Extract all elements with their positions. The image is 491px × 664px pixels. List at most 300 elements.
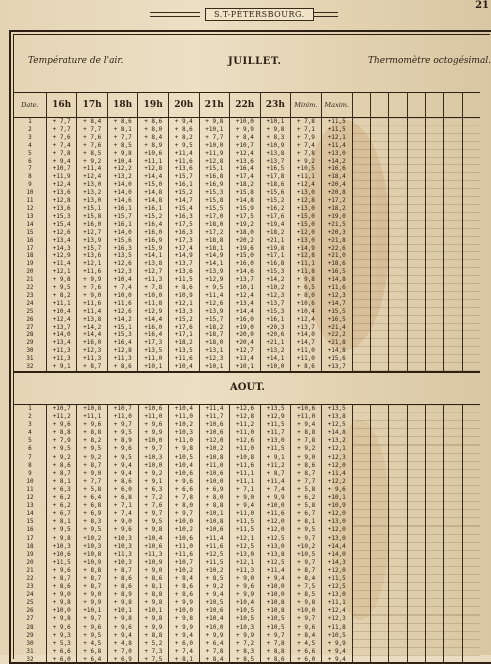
blank-grid-cell — [370, 502, 388, 510]
reading-cell: +12,7 — [77, 229, 108, 237]
reading-cell: +16,9 — [199, 181, 230, 189]
reading-cell: +15,1 — [199, 165, 230, 173]
reading-cell: +15,4 — [168, 205, 199, 213]
blank-grid-cell — [389, 158, 407, 166]
blank-grid-cell — [425, 421, 443, 429]
reading-cell: + 9,4 — [46, 158, 77, 166]
blank-grid-cell — [370, 535, 388, 543]
blank-grid-cell — [462, 518, 480, 526]
blank-grid-cell — [389, 551, 407, 559]
reading-cell: + 6,0 — [169, 640, 200, 648]
blank-grid-cell — [407, 118, 425, 126]
reading-cell: +11,4 — [168, 150, 199, 158]
blank-grid-cell — [352, 339, 370, 347]
blank-grid-cell — [462, 205, 480, 213]
blank-grid-cell — [407, 213, 425, 221]
table-row — [14, 413, 480, 421]
reading-cell: +17,4 — [230, 173, 261, 181]
reading-cell: +16,0 — [230, 316, 261, 324]
reading-cell: +14,8 — [321, 347, 352, 355]
blank-grid-cell — [352, 284, 370, 292]
blank-grid-cell — [444, 347, 462, 355]
day-cell: 5 — [14, 150, 46, 158]
day-cell: 1 — [14, 118, 46, 126]
reading-cell: + 8,1 — [138, 583, 169, 591]
table-row — [14, 213, 480, 221]
reading-cell: +10,4 — [169, 405, 200, 414]
reading-cell: +11,3 — [138, 276, 169, 284]
reading-cell: + 6,6 — [169, 486, 200, 494]
blank-grid-cell — [426, 245, 444, 253]
reading-cell: +18,6 — [260, 181, 291, 189]
blank-grid-cell — [407, 494, 425, 502]
reading-cell: + 8,4 — [230, 134, 261, 142]
blank-grid-cell — [425, 583, 443, 591]
reading-cell: + 8,0 — [169, 502, 200, 510]
reading-cell: + 8,4 — [77, 118, 108, 126]
reading-cell: + 9,0 — [46, 591, 77, 599]
reading-cell: +11,6 — [77, 300, 108, 308]
reading-cell: +16,3 — [107, 245, 138, 253]
reading-cell: +10,5 — [291, 551, 322, 559]
reading-cell: + 9,6 — [138, 421, 169, 429]
blank-grid-cell — [389, 229, 407, 237]
day-cell: 24 — [14, 591, 46, 599]
reading-cell: +12,0 — [260, 526, 291, 534]
reading-cell: +16,0 — [230, 260, 261, 268]
blank-grid-cell — [370, 632, 388, 640]
blank-grid-cell — [444, 607, 462, 615]
blank-grid-cell — [352, 276, 370, 284]
blank-grid-cell — [389, 583, 407, 591]
reading-cell: + 9,4 — [260, 575, 291, 583]
reading-cell: + 9,6 — [46, 567, 77, 575]
reading-cell: + 9,8 — [107, 150, 138, 158]
blank-grid-cell — [425, 624, 443, 632]
reading-cell: +14,0 — [107, 189, 138, 197]
reading-cell: +14,7 — [291, 339, 322, 347]
july-table — [14, 92, 480, 372]
blank-grid-cell — [389, 421, 407, 429]
blank-grid-cell — [389, 599, 407, 607]
reading-cell: + 9,7 — [169, 510, 200, 518]
reading-cell: +10,0 — [107, 292, 138, 300]
reading-cell: +12,8 — [230, 413, 261, 421]
blank-grid-cell — [425, 437, 443, 445]
blank-grid-cell — [425, 486, 443, 494]
blank-grid-cell — [462, 173, 480, 181]
blank-grid-cell — [444, 462, 462, 470]
reading-cell: +15,1 — [107, 324, 138, 332]
blank-grid-cell — [444, 591, 462, 599]
day-cell: 13 — [14, 213, 46, 221]
blank-grid-cell — [389, 413, 407, 421]
reading-cell: +13,0 — [321, 150, 352, 158]
blank-grid-cell — [389, 292, 407, 300]
reading-cell: +14,3 — [321, 559, 352, 567]
blank-grid-cell — [389, 126, 407, 134]
blank-grid-cell — [389, 615, 407, 623]
table-row — [14, 142, 480, 150]
reading-cell: +15,8 — [77, 213, 108, 221]
reading-cell: +10,0 — [46, 607, 77, 615]
day-cell: 32 — [14, 363, 46, 371]
reading-cell: +10,6 — [199, 470, 230, 478]
reading-cell: +15,6 — [321, 355, 352, 363]
table-row — [14, 551, 480, 559]
blank-grid-cell — [352, 543, 370, 551]
table-row — [14, 150, 480, 158]
reading-cell: + 8,1 — [169, 656, 200, 664]
reading-cell: +14,8 — [138, 197, 169, 205]
blank-grid-cell — [407, 363, 425, 371]
blank-grid-cell — [444, 189, 462, 197]
reading-cell: +10,9 — [138, 559, 169, 567]
blank-grid-cell — [444, 126, 462, 134]
blank-grid-cell — [389, 437, 407, 445]
blank-grid-cell — [371, 229, 389, 237]
table-row — [14, 615, 480, 623]
blank-grid-cell — [407, 347, 425, 355]
reading-cell: +11,1 — [138, 158, 169, 166]
reading-cell: +14,1 — [199, 260, 230, 268]
reading-cell: +12,3 — [321, 292, 352, 300]
blank-grid-cell — [426, 158, 444, 166]
blank-grid-cell — [444, 583, 462, 591]
blank-grid-cell — [444, 229, 462, 237]
table-row — [14, 355, 480, 363]
blank-grid-cell — [389, 339, 407, 347]
blank-grid-cell — [407, 445, 425, 453]
reading-cell: +10,0 — [138, 292, 169, 300]
reading-cell: + 9,4 — [108, 632, 139, 640]
reading-cell: + 6,9 — [77, 510, 108, 518]
reading-cell: +17,8 — [260, 173, 291, 181]
reading-cell: +11,4 — [321, 470, 352, 478]
blank-grid-cell — [444, 478, 462, 486]
reading-cell: +10,1 — [321, 494, 352, 502]
reading-cell: +14,3 — [46, 245, 77, 253]
reading-cell: +13,3 — [168, 308, 199, 316]
reading-cell: +12,5 — [260, 535, 291, 543]
table-row — [14, 624, 480, 632]
reading-cell: + 9,7 — [291, 559, 322, 567]
blank-grid-cell — [444, 316, 462, 324]
blank-grid-cell — [352, 355, 370, 363]
reading-cell: +10,5 — [199, 599, 230, 607]
reading-cell: + 7,0 — [108, 648, 139, 656]
reading-cell: +11,1 — [77, 413, 108, 421]
blank-grid-cell — [462, 454, 480, 462]
reading-cell: +10,1 — [138, 363, 169, 371]
reading-cell: +12,4 — [46, 316, 77, 324]
reading-cell: + 7,3 — [138, 648, 169, 656]
reading-cell: + 9,1 — [260, 454, 291, 462]
reading-cell: +13,0 — [321, 535, 352, 543]
reading-cell: +12,1 — [321, 445, 352, 453]
blank-grid-cell — [389, 284, 407, 292]
reading-cell: +16,1 — [260, 316, 291, 324]
reading-cell: +12,6 — [230, 405, 261, 414]
reading-cell: + 9,4 — [169, 632, 200, 640]
reading-cell: +10,0 — [138, 462, 169, 470]
blank-grid-cell — [444, 543, 462, 551]
reading-cell: + 8,2 — [46, 292, 77, 300]
blank-grid-cell — [462, 551, 480, 559]
blank-grid-cell — [444, 284, 462, 292]
blank-grid-cell — [371, 221, 389, 229]
reading-cell: + 8,9 — [108, 591, 139, 599]
blank-grid-cell — [426, 197, 444, 205]
blank-grid-cell — [389, 510, 407, 518]
day-cell: 31 — [14, 355, 46, 363]
blank-grid-cell — [407, 462, 425, 470]
table-row — [14, 205, 480, 213]
blank-grid-cell — [426, 284, 444, 292]
blank-grid-cell — [407, 126, 425, 134]
blank-grid-cell — [352, 205, 370, 213]
blank-grid-cell — [407, 205, 425, 213]
table-header-row — [14, 93, 480, 118]
reading-cell: +13,6 — [230, 158, 261, 166]
blank-grid-cell — [426, 181, 444, 189]
blank-grid-cell — [425, 413, 443, 421]
blank-grid-cell — [389, 150, 407, 158]
blank-grid-cell — [389, 405, 407, 414]
blank-grid-cell — [371, 197, 389, 205]
august-table — [14, 404, 480, 664]
reading-cell: + 9,7 — [77, 615, 108, 623]
reading-cell: + 8,6 — [108, 583, 139, 591]
reading-cell: + 4,5 — [291, 640, 322, 648]
column-header: Maxim. — [321, 93, 352, 118]
blank-grid-cell — [352, 173, 370, 181]
reading-cell: +17,6 — [168, 324, 199, 332]
blank-grid-cell — [444, 405, 462, 414]
blank-grid-cell — [426, 308, 444, 316]
day-cell: 11 — [14, 197, 46, 205]
reading-cell: + 8,7 — [46, 470, 77, 478]
reading-cell: + 7,4 — [107, 284, 138, 292]
reading-cell: +10,1 — [199, 363, 230, 371]
blank-grid-cell — [426, 331, 444, 339]
blank-grid-cell — [389, 502, 407, 510]
blank-grid-cell — [370, 445, 388, 453]
reading-cell: +13,2 — [77, 189, 108, 197]
blank-grid-cell — [407, 355, 425, 363]
day-cell: 3 — [14, 421, 46, 429]
blank-grid-cell — [352, 591, 370, 599]
table-row — [14, 640, 480, 648]
blank-grid-cell — [370, 421, 388, 429]
blank-grid-cell — [444, 535, 462, 543]
blank-grid-cell — [462, 158, 480, 166]
blank-grid-cell — [426, 205, 444, 213]
reading-cell: +11,6 — [168, 158, 199, 166]
reading-cell: +15,5 — [321, 308, 352, 316]
reading-cell: +10,0 — [291, 607, 322, 615]
table-row — [14, 535, 480, 543]
reading-cell: + 7,8 — [291, 150, 322, 158]
reading-cell: +15,9 — [138, 245, 169, 253]
day-cell: 6 — [14, 445, 46, 453]
reading-cell: +10,0 — [199, 142, 230, 150]
reading-cell: + 6,6 — [46, 648, 77, 656]
reading-cell: +15,0 — [230, 252, 261, 260]
blank-grid-cell — [407, 292, 425, 300]
blank-grid-cell — [425, 494, 443, 502]
blank-grid-cell — [407, 486, 425, 494]
reading-cell: +13,5 — [138, 347, 169, 355]
reading-cell: +13,7 — [168, 260, 199, 268]
reading-cell: + 9,5 — [77, 632, 108, 640]
reading-cell: +15,7 — [77, 245, 108, 253]
blank-grid-cell — [462, 260, 480, 268]
blank-grid-cell — [352, 245, 370, 253]
reading-cell: + 8,6 — [108, 575, 139, 583]
blank-grid-cell — [371, 300, 389, 308]
blank-grid-cell — [444, 181, 462, 189]
reading-cell: +11,4 — [199, 535, 230, 543]
blank-grid-cell — [371, 150, 389, 158]
blank-grid-cell — [371, 181, 389, 189]
reading-cell: +10,5 — [260, 615, 291, 623]
reading-cell: +10,6 — [199, 607, 230, 615]
reading-cell: +16,1 — [107, 205, 138, 213]
blank-grid-cell — [352, 189, 370, 197]
blank-grid-cell — [462, 324, 480, 332]
reading-cell: + 9,9 — [138, 429, 169, 437]
reading-cell: +16,5 — [321, 268, 352, 276]
reading-cell: +13,6 — [168, 165, 199, 173]
reading-cell: + 8,5 — [107, 142, 138, 150]
reading-cell: +11,3 — [108, 551, 139, 559]
blank-grid-cell — [444, 197, 462, 205]
reading-cell: +11,0 — [230, 445, 261, 453]
column-header: 17h — [77, 93, 108, 118]
reading-cell: +10,5 — [230, 615, 261, 623]
reading-cell: +10,8 — [199, 454, 230, 462]
reading-cell: + 8,6 — [291, 462, 322, 470]
reading-cell: +13,6 — [46, 189, 77, 197]
reading-cell: +10,4 — [230, 599, 261, 607]
reading-cell: +14,0 — [321, 551, 352, 559]
table-row — [14, 559, 480, 567]
day-cell: 20 — [14, 559, 46, 567]
reading-cell: +10,6 — [46, 551, 77, 559]
table-row — [14, 510, 480, 518]
blank-grid-cell — [407, 599, 425, 607]
blank-grid-cell — [462, 276, 480, 284]
blank-grid-cell — [444, 339, 462, 347]
blank-grid-cell — [444, 575, 462, 583]
reading-cell: +10,1 — [108, 607, 139, 615]
table-row — [14, 494, 480, 502]
reading-cell: +10,1 — [138, 607, 169, 615]
reading-cell: + 9,9 — [199, 632, 230, 640]
day-cell: 16 — [14, 237, 46, 245]
blank-grid-cell — [407, 502, 425, 510]
reading-cell: +12,6 — [199, 300, 230, 308]
reading-cell: + 8,0 — [291, 292, 322, 300]
reading-cell: + 8,6 — [107, 363, 138, 371]
reading-cell: +11,0 — [291, 355, 322, 363]
reading-cell: +16,5 — [260, 165, 291, 173]
reading-cell: +18,0 — [230, 229, 261, 237]
reading-cell: + 6,3 — [138, 486, 169, 494]
blank-grid-cell — [407, 429, 425, 437]
reading-cell: +12,9 — [46, 252, 77, 260]
reading-cell: + 7,6 — [77, 284, 108, 292]
blank-grid-cell — [389, 205, 407, 213]
blank-grid-cell — [444, 324, 462, 332]
reading-cell: + 7,7 — [199, 134, 230, 142]
table-row — [14, 421, 480, 429]
reading-cell: +17,1 — [168, 331, 199, 339]
reading-cell: +11,8 — [291, 268, 322, 276]
reading-cell: + 9,8 — [291, 276, 322, 284]
blank-grid-cell — [444, 502, 462, 510]
blank-grid-cell — [352, 583, 370, 591]
blank-grid-cell — [371, 284, 389, 292]
day-cell: 21 — [14, 567, 46, 575]
blank-grid-cell — [370, 526, 388, 534]
blank-grid-cell — [462, 126, 480, 134]
blank-grid-cell — [389, 134, 407, 142]
reading-cell: + 9,9 — [321, 640, 352, 648]
reading-cell: + 8,5 — [291, 591, 322, 599]
reading-cell: + 9,9 — [77, 599, 108, 607]
reading-cell: +20,4 — [230, 339, 261, 347]
reading-cell: +14,4 — [77, 331, 108, 339]
reading-cell: + 9,7 — [260, 632, 291, 640]
table-row — [14, 308, 480, 316]
blank-grid-cell — [444, 173, 462, 181]
reading-cell: +22,2 — [321, 331, 352, 339]
reading-cell: +16,4 — [230, 165, 261, 173]
reading-cell: + 9,8 — [46, 599, 77, 607]
reading-cell: + 9,4 — [321, 648, 352, 656]
reading-cell: +10,5 — [169, 454, 200, 462]
blank-grid-cell — [407, 405, 425, 414]
reading-cell: + 6,8 — [108, 494, 139, 502]
reading-cell: + 9,2 — [291, 158, 322, 166]
blank-grid-cell — [389, 181, 407, 189]
reading-cell: +11,9 — [199, 150, 230, 158]
reading-cell: +21,0 — [321, 252, 352, 260]
reading-cell: + 8,3 — [260, 134, 291, 142]
table-row — [14, 526, 480, 534]
reading-cell: + 9,6 — [46, 624, 77, 632]
reading-cell: +13,6 — [77, 252, 108, 260]
reading-cell: +14,4 — [138, 316, 169, 324]
reading-cell: + 9,0 — [138, 567, 169, 575]
blank-grid-cell — [425, 526, 443, 534]
reading-cell: + 7,7 — [107, 134, 138, 142]
reading-cell: + 9,5 — [108, 454, 139, 462]
blank-grid-cell — [407, 583, 425, 591]
blank-grid-cell — [352, 607, 370, 615]
reading-cell: + 8,2 — [168, 134, 199, 142]
reading-cell: +14,6 — [107, 197, 138, 205]
blank-grid-cell — [371, 363, 389, 371]
blank-grid-cell — [462, 543, 480, 551]
reading-cell: +21,1 — [260, 237, 291, 245]
reading-cell: + 6,2 — [291, 494, 322, 502]
blank-grid-cell — [462, 656, 480, 664]
day-cell: 12 — [14, 494, 46, 502]
day-cell: 22 — [14, 284, 46, 292]
